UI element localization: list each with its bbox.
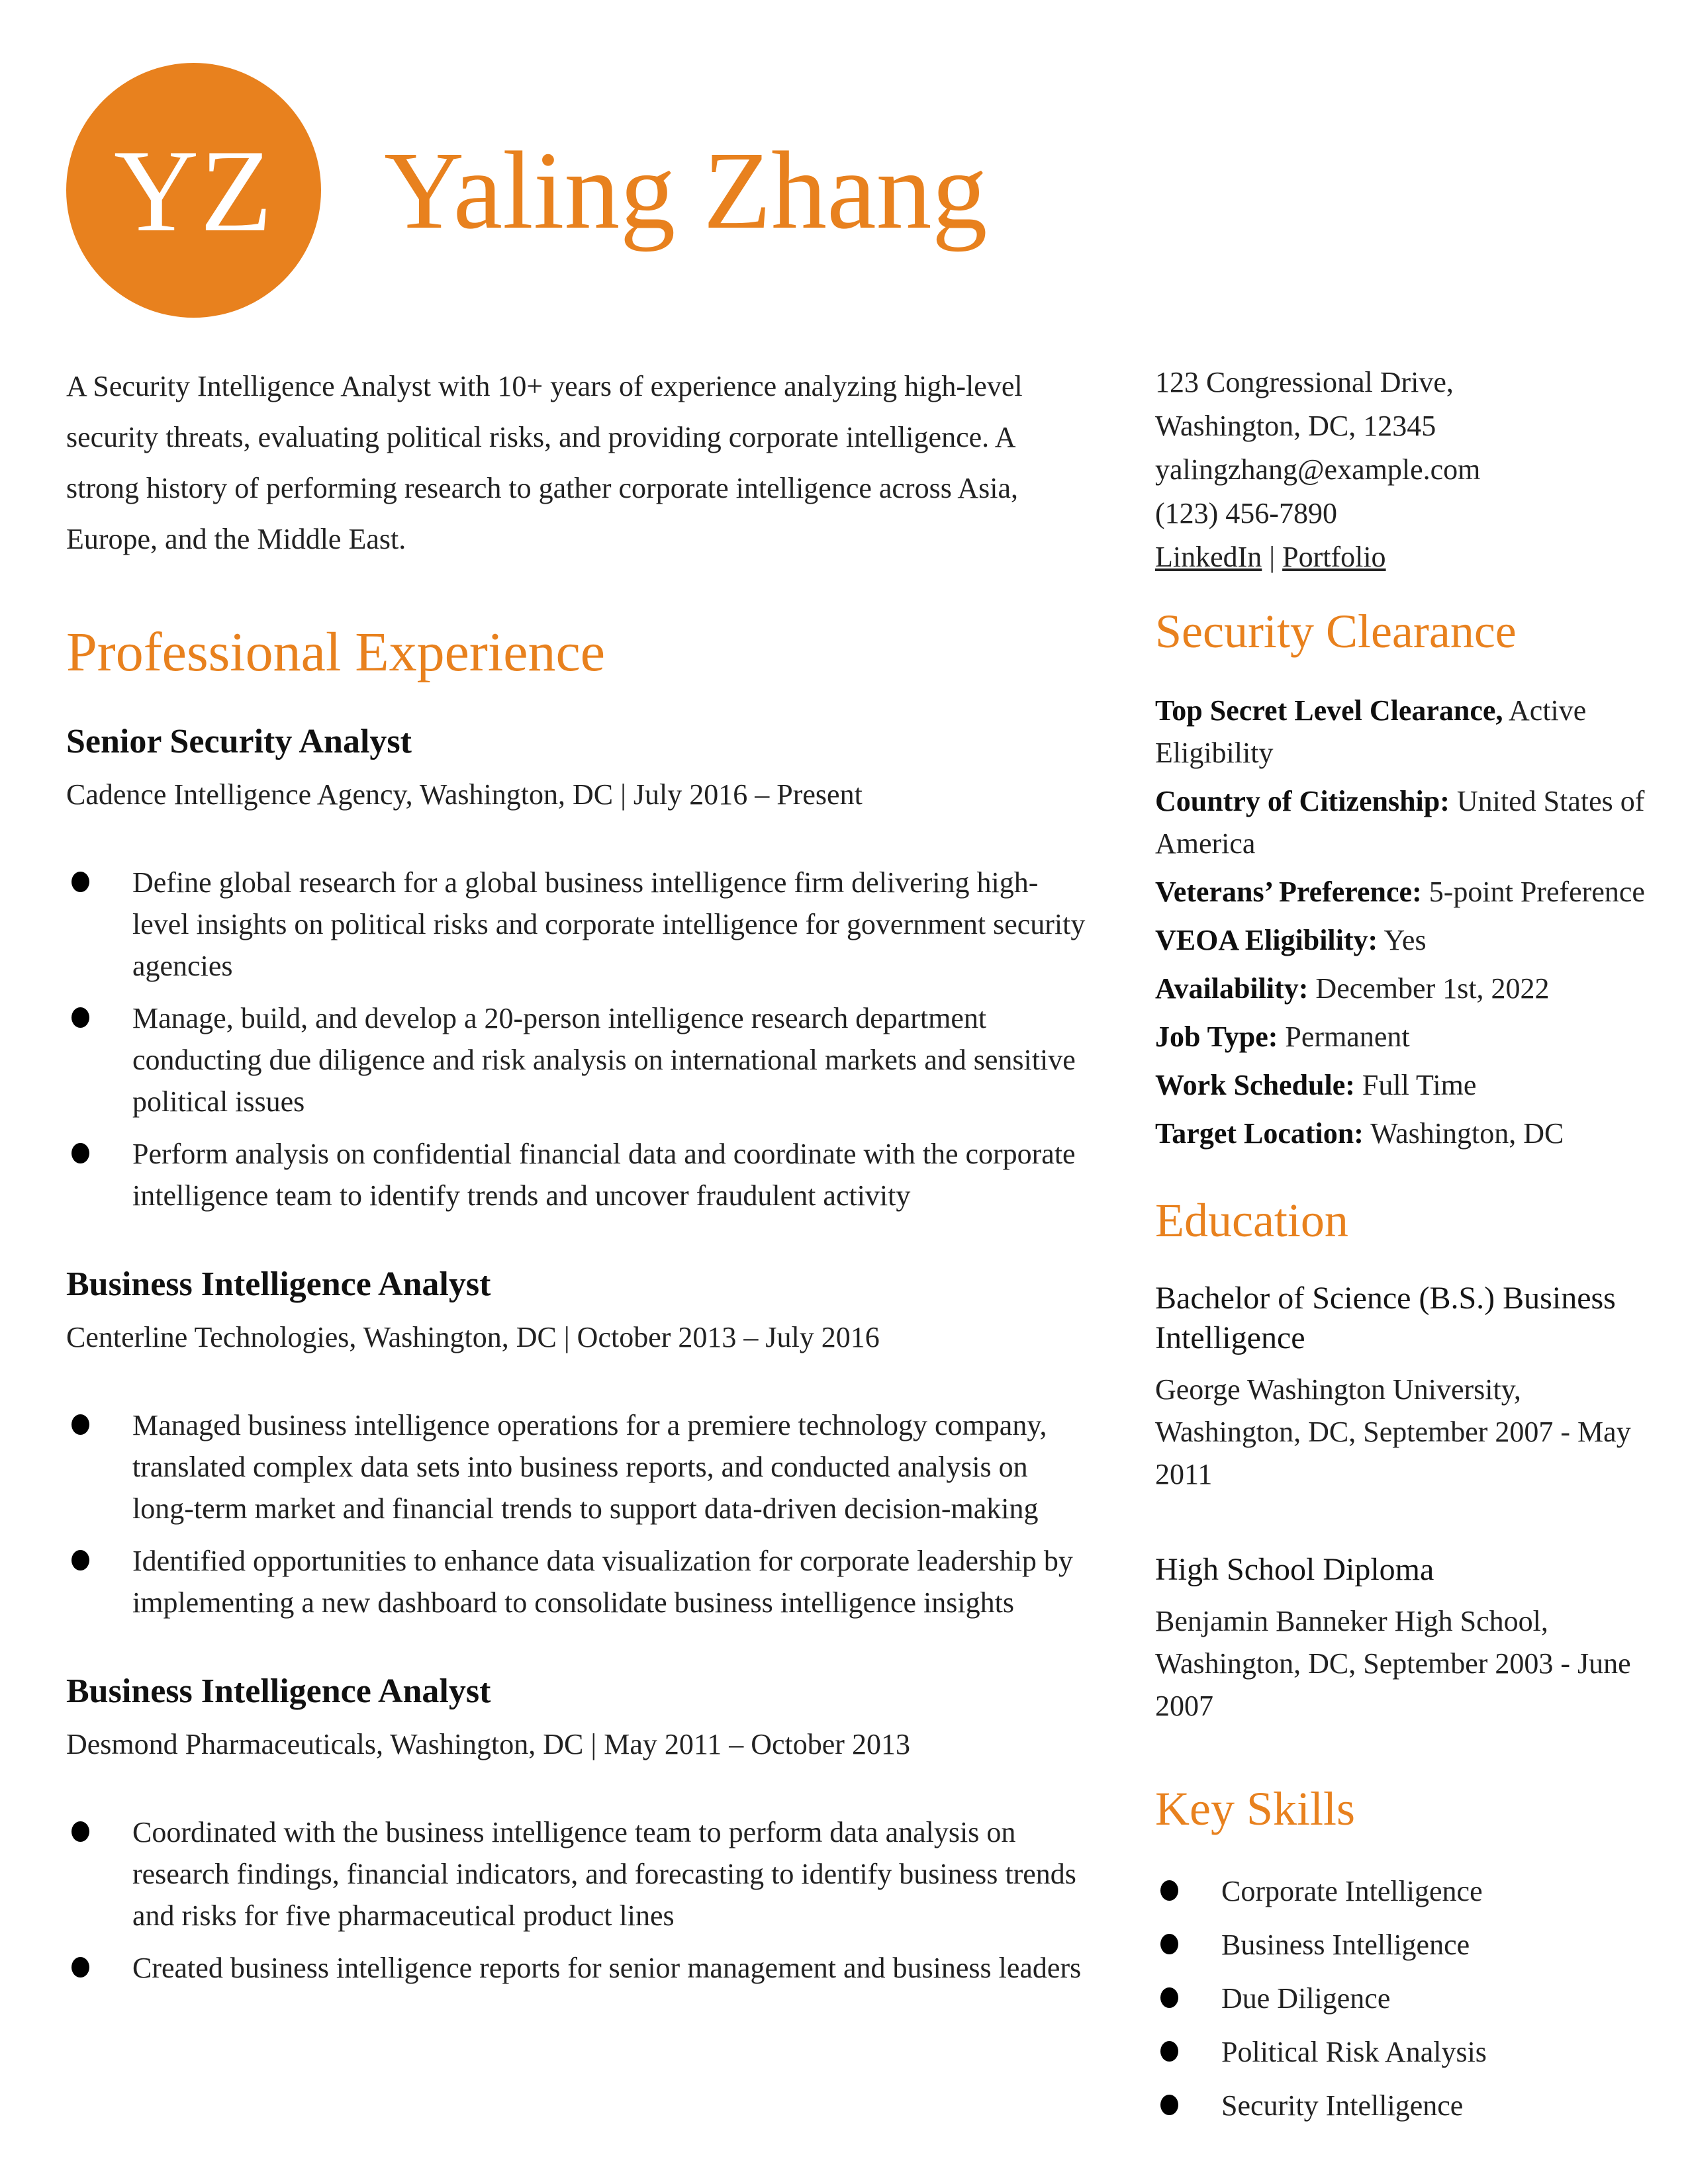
clearance-item — [1155, 871, 1645, 913]
contact-email: yalingzhang@example.com — [1155, 453, 1481, 486]
job-bullet-list — [66, 862, 1089, 1216]
section-heading-skills: Key Skills — [1155, 1782, 1356, 1835]
clearance-item — [1155, 1016, 1645, 1058]
clearance-value: Full Time — [1362, 1068, 1477, 1101]
contact-links — [1155, 535, 1645, 579]
bullet-text: Coordinated with the business intelligence team to perform data analysis on research findings, financial indicators, and forecasting to identify business trends and risks for five pharmaceutical product lines — [132, 1815, 1076, 1932]
clearance-list — [1155, 690, 1645, 1155]
linkedin-link[interactable]: LinkedIn — [1155, 541, 1262, 573]
education-details: Benjamin Banneker High School, Washington, DC, September 2003 - June 2007 — [1155, 1604, 1631, 1722]
page-title: Yaling Zhang — [384, 128, 988, 252]
skill-text: Political Risk Analysis — [1221, 2036, 1487, 2069]
sidebar-column — [1155, 361, 1645, 2138]
list-item — [1155, 1924, 1645, 1966]
list-item — [1155, 1978, 1645, 2019]
job-bullet-list — [66, 1404, 1089, 1623]
clearance-item — [1155, 1113, 1645, 1155]
skill-text: Corporate Intelligence — [1221, 1875, 1483, 1908]
contact-block — [1155, 361, 1645, 579]
clearance-label: Veterans’ Preference: — [1155, 875, 1422, 908]
clearance-label: Target Location: — [1155, 1116, 1364, 1150]
job-meta: Cadence Intelligence Agency, Washington, DC | July 2016 – Present — [66, 778, 863, 811]
avatar-initials: YZ — [113, 124, 274, 256]
clearance-value: United States of America — [1155, 784, 1645, 860]
list-item — [1155, 2085, 1645, 2126]
link-separator: | — [1269, 541, 1276, 573]
skills-list — [1155, 1870, 1645, 2126]
bullet-icon — [71, 1414, 89, 1435]
education-entry — [1155, 1279, 1645, 1496]
skill-text: Security Intelligence — [1221, 2089, 1464, 2122]
bullet-text: Perform analysis on confidential financial data and coordinate with the corporate intelligence team to identify trends and uncover fraudulent activity — [132, 1137, 1076, 1212]
clearance-value: Washington, DC — [1370, 1116, 1564, 1150]
job-entry — [66, 1264, 1089, 1623]
clearance-label: Work Schedule: — [1155, 1068, 1355, 1101]
bullet-icon — [1160, 1987, 1178, 2008]
list-item — [1155, 1870, 1645, 1912]
clearance-item — [1155, 968, 1645, 1010]
list-item — [66, 862, 1089, 987]
clearance-label: Top Secret Level Clearance, — [1155, 694, 1503, 727]
bullet-icon — [1160, 1934, 1178, 1954]
job-title: Business Intelligence Analyst — [66, 1672, 491, 1710]
clearance-value: Yes — [1383, 923, 1427, 956]
clearance-value: Permanent — [1285, 1020, 1410, 1053]
bullet-icon — [71, 1550, 89, 1570]
list-item — [66, 1811, 1089, 1936]
bullet-text: Identified opportunities to enhance data visualization for corporate leadership by implementing a new dashboard to consolidate business intelligence insights — [132, 1544, 1073, 1619]
clearance-item — [1155, 780, 1645, 865]
list-item — [66, 1947, 1089, 1989]
clearance-label: VEOA Eligibility: — [1155, 923, 1378, 956]
education-details: George Washington University, Washington, DC, September 2007 - May 2011 — [1155, 1373, 1631, 1490]
bullet-icon — [71, 1957, 89, 1978]
content-columns — [66, 361, 1645, 2138]
list-item — [66, 1404, 1089, 1529]
skill-text: Business Intelligence — [1221, 1929, 1470, 1962]
section-heading-clearance: Security Clearance — [1155, 605, 1517, 658]
summary-paragraph: A Security Intelligence Analyst with 10+ years of experience analyzing high-level security threats, evaluating political risks, and providing corporate intelligence. A strong history of performing research to gather corporate intelligence across Asia, Europe, and the Middle East. — [66, 370, 1023, 555]
resume-header — [66, 63, 1642, 318]
job-meta: Centerline Technologies, Washington, DC | October 2013 – July 2016 — [66, 1320, 880, 1353]
contact-phone: (123) 456-7890 — [1155, 497, 1337, 529]
bullet-text: Define global research for a global business intelligence firm delivering high-level insights on political risks and corporate intelligence for government security agencies — [132, 866, 1086, 982]
education-degree: High School Diploma — [1155, 1551, 1434, 1587]
job-title: Business Intelligence Analyst — [66, 1265, 491, 1303]
skill-text: Due Diligence — [1221, 1982, 1391, 2015]
job-meta: Desmond Pharmaceuticals, Washington, DC | May 2011 – October 2013 — [66, 1727, 910, 1760]
education-degree: Bachelor of Science (B.S.) Business Intelligence — [1155, 1280, 1616, 1355]
list-item — [1155, 2031, 1645, 2073]
bullet-icon — [71, 1143, 89, 1163]
portfolio-link[interactable]: Portfolio — [1282, 541, 1386, 573]
bullet-text: Manage, build, and develop a 20-person intelligence research department conducting due diligence and risk analysis on international markets and sensitive political issues — [132, 1001, 1076, 1118]
clearance-label: Country of Citizenship: — [1155, 784, 1450, 817]
bullet-text: Created business intelligence reports for senior management and business leaders — [132, 1951, 1082, 1984]
job-entry — [66, 721, 1089, 1216]
clearance-item — [1155, 690, 1645, 774]
clearance-value: December 1st, 2022 — [1315, 972, 1550, 1005]
bullet-icon — [71, 872, 89, 892]
clearance-value: 5-point Preference — [1429, 875, 1645, 908]
contact-address-line1: 123 Congressional Drive, — [1155, 366, 1454, 398]
section-heading-education: Education — [1155, 1193, 1348, 1247]
bullet-icon — [71, 1007, 89, 1028]
bullet-text: Managed business intelligence operations for a premiere technology company, translated complex data sets into business reports, and conducted analysis on long-term market and financial trends to support data-driven decision-making — [132, 1408, 1047, 1525]
clearance-value: Active Eligibility — [1155, 694, 1587, 769]
clearance-label: Job Type: — [1155, 1020, 1278, 1053]
avatar — [66, 63, 321, 318]
clearance-item — [1155, 919, 1645, 962]
job-bullet-list — [66, 1811, 1089, 1989]
main-column — [66, 361, 1089, 2138]
bullet-icon — [1160, 1880, 1178, 1901]
list-item — [66, 1133, 1089, 1216]
list-item — [66, 997, 1089, 1122]
section-heading-experience: Professional Experience — [66, 621, 606, 683]
bullet-icon — [1160, 2095, 1178, 2115]
clearance-item — [1155, 1064, 1645, 1107]
education-entry — [1155, 1550, 1645, 1727]
bullet-icon — [71, 1821, 89, 1842]
job-title: Senior Security Analyst — [66, 722, 412, 760]
contact-address-line2: Washington, DC, 12345 — [1155, 410, 1436, 442]
list-item — [66, 1540, 1089, 1623]
clearance-label: Availability: — [1155, 972, 1309, 1005]
bullet-icon — [1160, 2041, 1178, 2062]
job-entry — [66, 1671, 1089, 1989]
